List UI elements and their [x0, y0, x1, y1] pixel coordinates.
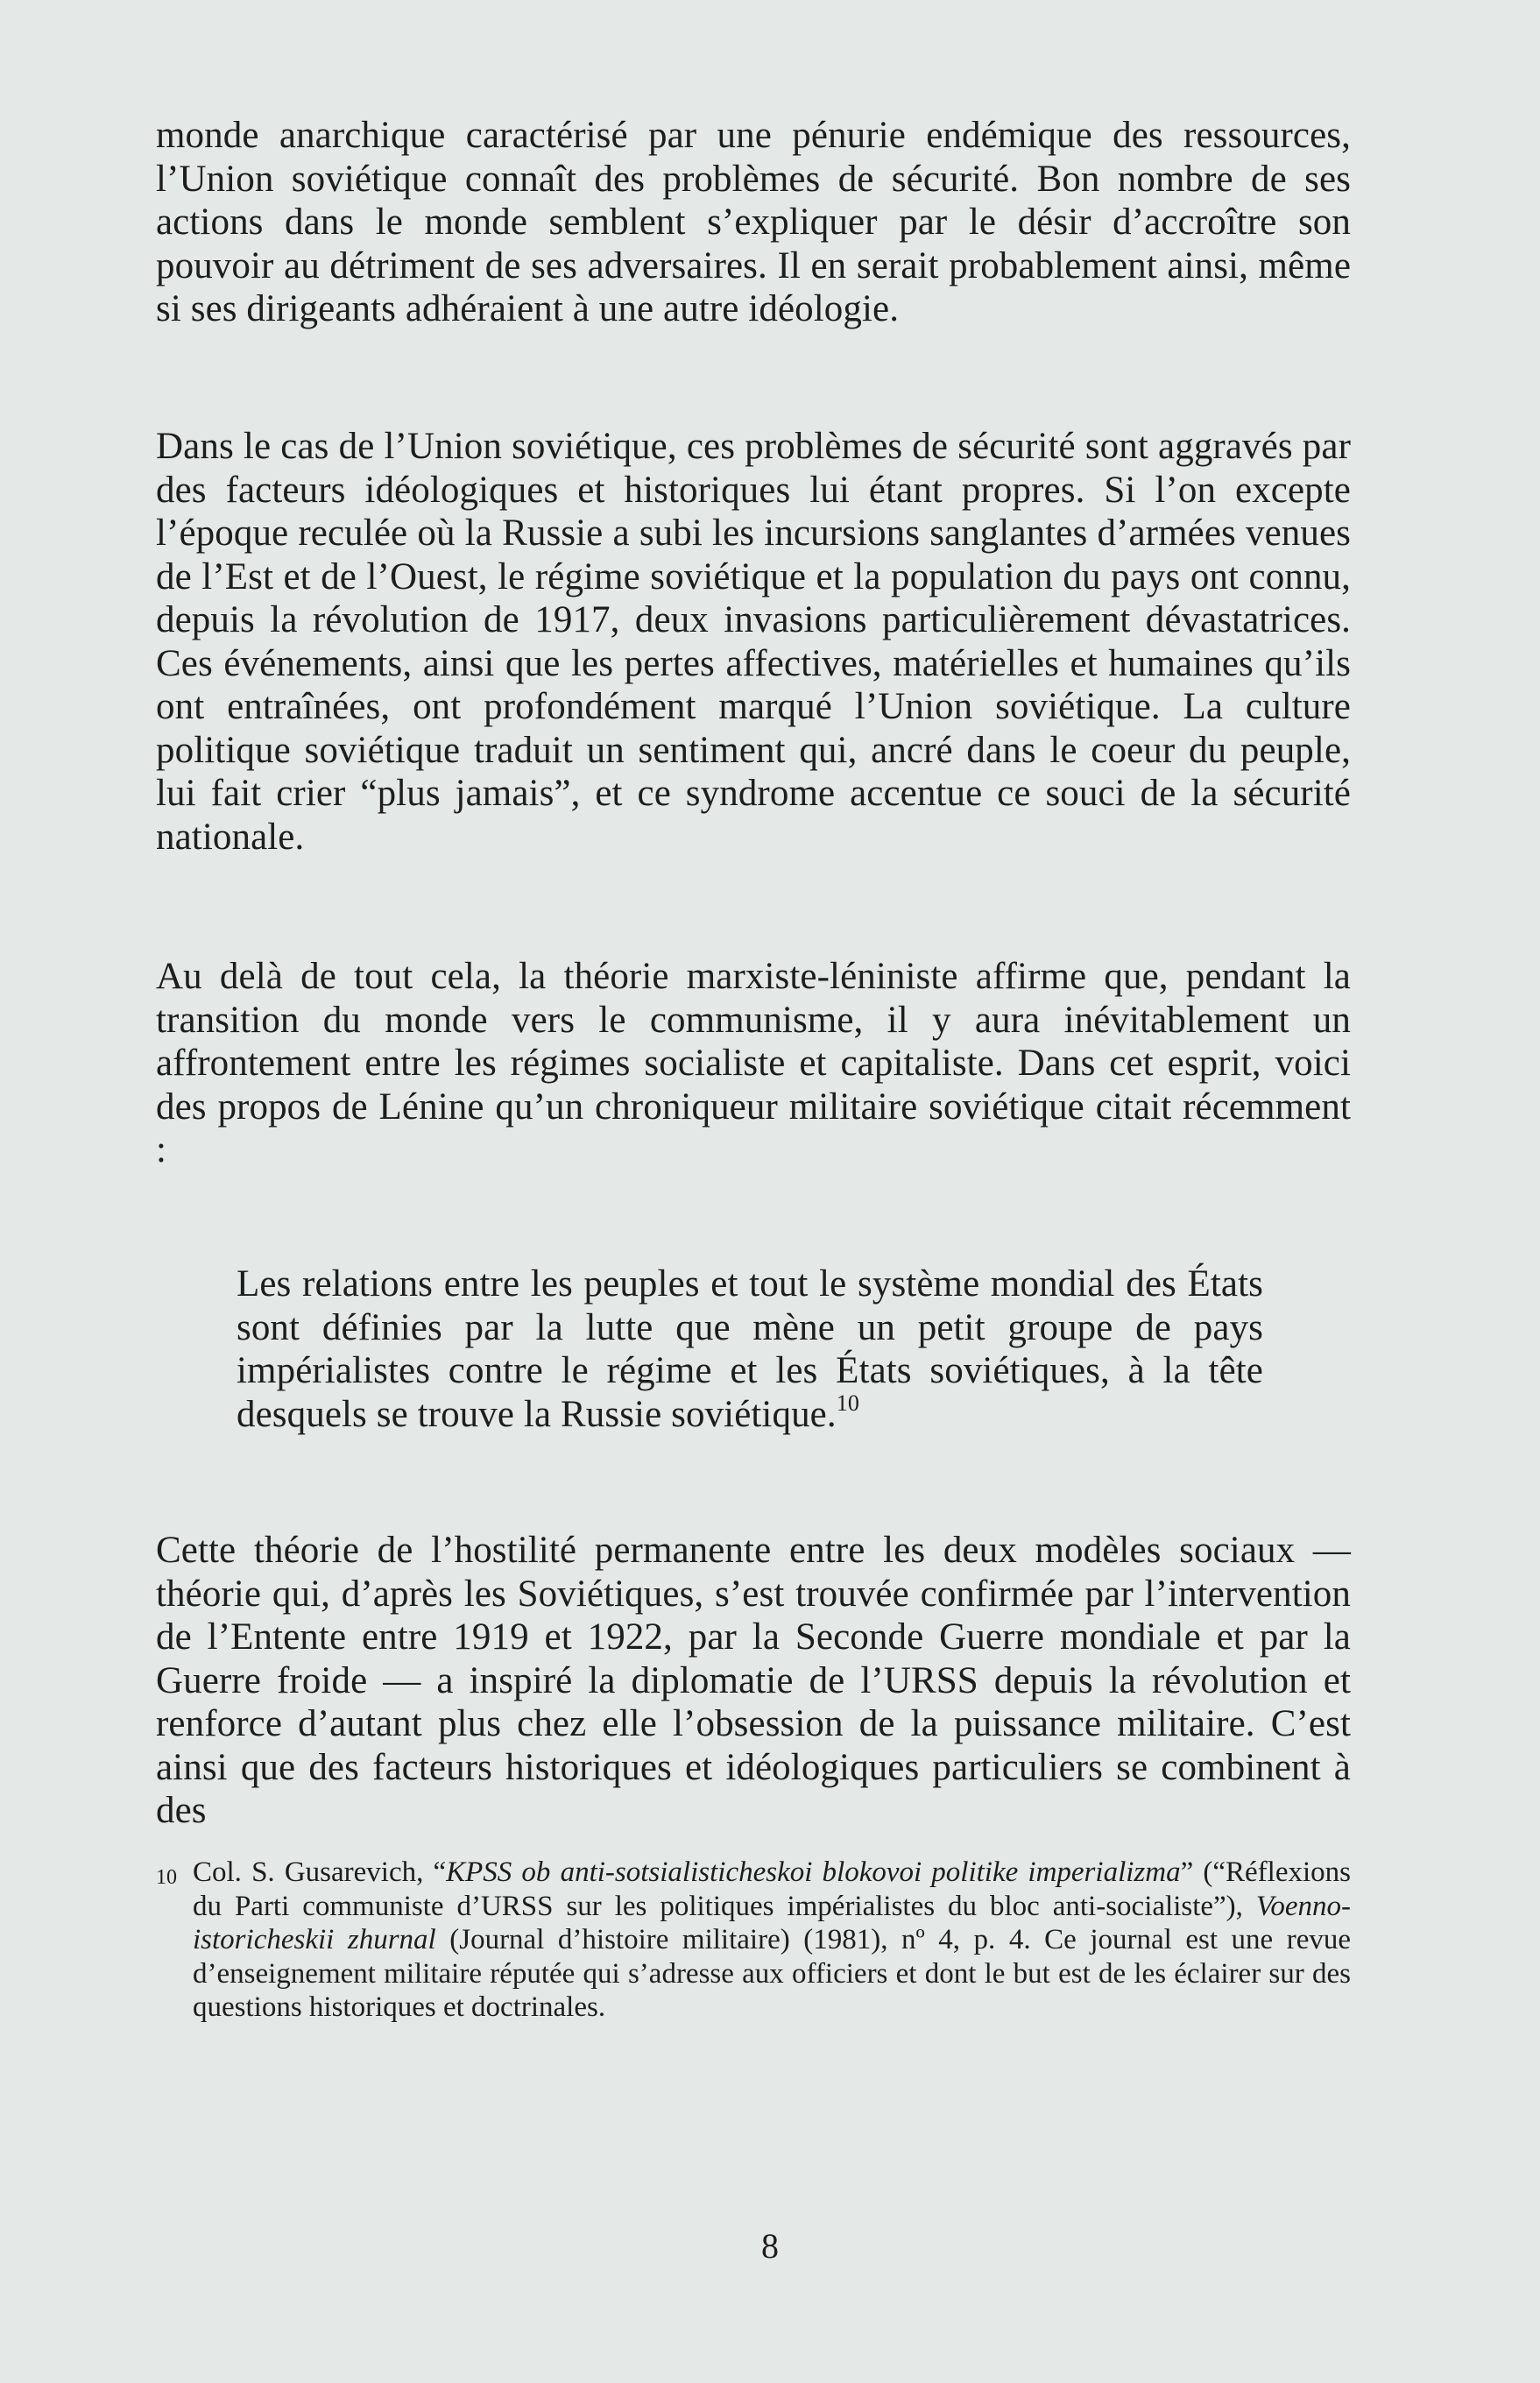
footnote-journal: Voenno-istoricheskii zhurnal — [193, 1890, 1351, 1955]
footnote — [156, 1856, 1351, 2025]
footnote-translation: (“Réflexions du Parti communiste d’URSS sur les politiques impérialistes du bloc anti-socialiste”), — [193, 1856, 1351, 1922]
footnote-author: Col. S. Gusarevich, “ — [193, 1856, 447, 1888]
paragraph-2: Dans le cas de l’Union soviétique, ces problèmes de sécurité sont aggravés par des facteurs idéologiques et historiques lui étant propres. Si l’on excepte l’époque reculée où la Russie a subi les incursions sanglantes d’armées venues de l’Est et de l’Ouest, le régime soviétique et la population du pays ont connu, depuis la révolution de 1917, deux invasions particulièrement dévastatrices. Ces événements, ainsi que les pertes affectives, matérielles et humaines qu’ils ont entraînées, ont profondément marqué l’Union soviétique. La culture politique soviétique traduit un sentiment qui, ancré dans le coeur du peuple, lui fait crier “plus jamais”, et ce syndrome accentue ce souci de la sécurité nationale. — [156, 426, 1351, 858]
lenin-quote — [237, 1262, 1263, 1436]
footnote-title: KPSS ob anti-sotsialisticheskoi blokovoi politike imperializma — [446, 1856, 1181, 1888]
paragraph-1: monde anarchique caractérisé par une pénurie endémique des ressources, l’Union soviétique connaît des problèmes de sécurité. Bon nombre de ses actions dans le monde semblent s’expliquer par le désir d’accroître son pouvoir au détriment de ses adversaires. Il en serait probablement ainsi, même si ses dirigeants adhéraient à une autre idéologie. — [156, 115, 1351, 329]
footnote-number: 10 — [156, 1866, 177, 1889]
footnote-reference: 10 — [836, 1389, 859, 1416]
paragraph-3: Au delà de tout cela, la théorie marxiste-léniniste affirme que, pendant la transition du monde vers le communisme, il y aura inévitablement un affrontement entre les régimes socialiste et capitaliste. Dans cet esprit, voici des propos de Lénine qu’un chroniqueur militaire soviétique citait récemment : — [156, 956, 1351, 1170]
page-number: 8 — [761, 2226, 779, 2266]
footnote-title-close: ” — [1180, 1856, 1194, 1888]
footnote-body — [193, 1856, 1351, 2025]
footnote-rest: (Journal d’histoire militaire) (1981), nº 4, p. 4. Ce journal est une revue d’enseignement militaire réputée qui s’adresse aux officiers et dont le but est de les éclairer sur des questions historiques et doctrinales. — [193, 1924, 1351, 2023]
paragraph-5: Cette théorie de l’hostilité permanente entre les deux modèles sociaux — théorie qui, d’après les Soviétiques, s’est trouvée confirmée par l’intervention de l’Entente entre 1919 et 1922, par la Seconde Guerre mondiale et par la Guerre froide — a inspiré la diplomatie de l’URSS depuis la révolution et renforce d’autant plus chez elle l’obsession de la puissance militaire. C’est ainsi que des facteurs historiques et idéologiques particuliers se combinent à des — [156, 1530, 1351, 1831]
quote-text: Les relations entre les peuples et tout le système mondial des États sont définies par la lutte que mène un petit groupe de pays impérialistes contre le régime et les États soviétiques, à la tête desquels se trouve la Russie soviétique. — [237, 1263, 1263, 1435]
